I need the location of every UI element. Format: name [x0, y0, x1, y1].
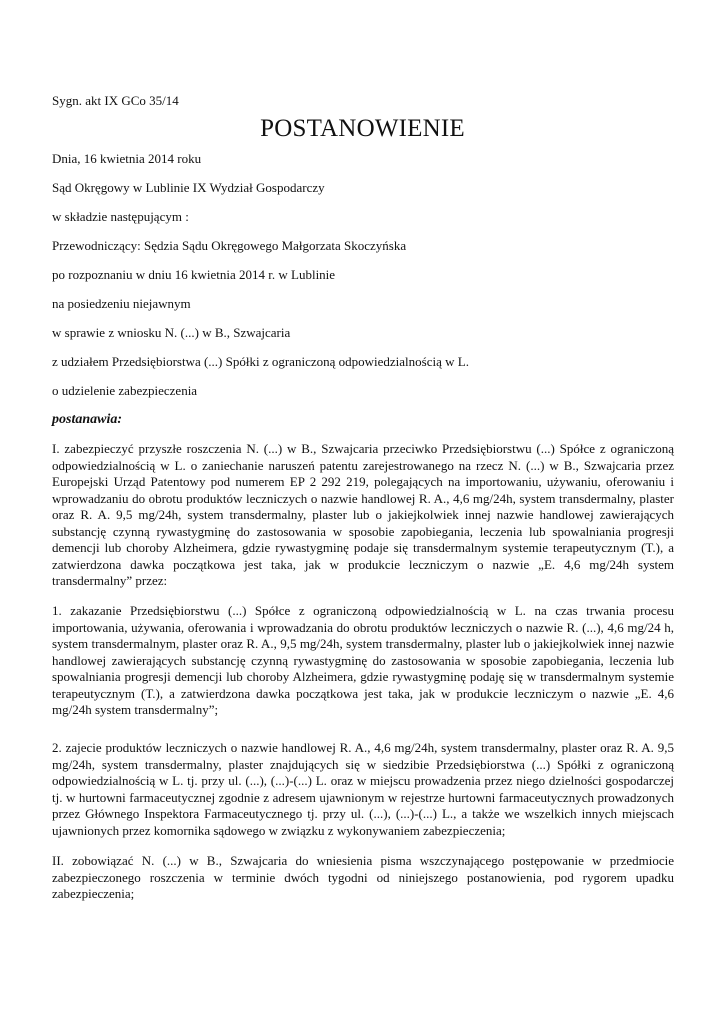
date-line: Dnia, 16 kwietnia 2014 roku	[52, 151, 202, 166]
paragraph-i: I. zabezpieczyć przyszłe roszczenia N. (...) w B., Szwajcaria przeciwko Przedsiębiorstwu (...) Spółce z ograniczoną odpowiedzialnością w L. o zaniechanie naruszeń patentu zarejestrowanego na rzecz N. (...) w B., Szwajcaria przez Europejski Urząd Patentowy pod numerem EP 2 292 219, polegających na importowaniu, używaniu, oferowaniu i wprowadzaniu do obrotu produktów leczniczych o nazwie handlowej R. A., 4,6 mg/24h, system transdermalny, plaster oraz R. A. 9,5 mg/24h, system transdermalny, plaster lub o jakiejkolwiek innej nazwie handlowej zawierających substancję czynną rywastygminę do zastosowania w sposobie zapobiegania, leczenia lub spowalniania progresji demencji lub choroby Alzheimera, gdzie rywastygminę podaje się transdermalnym systemie terapeutycznym (T.), a zatwierdzona dawka początkowa jest taka, jak w produkcie leczniczym o nazwie „E. 4,6 mg/24h system transdermalny” przez:	[52, 441, 674, 588]
document-title: POSTANOWIENIE	[260, 115, 465, 142]
case-line: w sprawie z wniosku N. (...) w B., Szwajcaria	[52, 325, 291, 340]
paragraph-ii: II. zobowiązać N. (...) w B., Szwajcaria do wniesienia pisma wszczynającego postępowanie w przedmiocie zabezpieczonego roszczenia w terminie dwóch tygodni od niniejszego postanowienia, pod rygorem upadku zabezpieczenia;	[52, 853, 674, 901]
paragraph-2: 2. zajecie produktów leczniczych o nazwie handlowej R. A., 4,6 mg/24h, system transdermalny, plaster oraz R. A. 9,5 mg/24h, system transdermalny, plaster znajdujących się w siedzibie Przedsiębiorstwa (...) Spółki z ograniczoną odpowiedzialnością w L. tj. przy ul. (...), (...)-(...) L. oraz w miejscu prowadzenia przez niego dzielności gospodarczej tj. w hurtowni farmaceutycznej zgodnie z adresem ujawnionym w rejestrze hurtowni farmaceutycznych prowadzonych przez Głównego Inspektora Farmaceutycznego tj. przy ul. (...), (...)-(...) L., a także we wszelkich innych miejscach ujawnionych przez komornika sądowego w związku z wykonywaniem zabezpieczenia;	[52, 740, 674, 838]
decision-label: postanawia:	[52, 412, 123, 427]
session-line: na posiedzeniu niejawnym	[52, 296, 191, 311]
paragraph-1: 1. zakazanie Przedsiębiorstwu (...) Spółce z ograniczoną odpowiedzialnością w L. na czas trwania procesu importowania, używania, oferowania i wprowadzania do obrotu produktów leczniczych o nazwie R. (...), 4,6 mg/24 h, system transdermalnym, plaster oraz R. A., 9,5 mg/24h, system transdermalny, plaster lub o jakiejkolwiek innej nazwie handlowej zawierających substancję czynną rywastygminę do zastosowania w sposobie zapobiegania, leczenia lub spowalniania progresji demencji lub choroby Alzheimera, gdzie rywastygminę podaję się w transdermalnym systemie terapeutycznym (T.), a zatwierdzona dawka początkowa jest taka, jak w produkcie leczniczym o nazwie „E. 4,6 mg/24h system transdermalny”;	[52, 603, 674, 717]
case-number: Sygn. akt IX GCo 35/14	[52, 93, 179, 108]
presiding-judge-line: Przewodniczący: Sędzia Sądu Okręgowego Małgorzata Skoczyńska	[52, 238, 407, 253]
hearing-line: po rozpoznaniu w dniu 16 kwietnia 2014 r. w Lublinie	[52, 267, 336, 282]
participation-line: z udziałem Przedsiębiorstwa (...) Spółki z ograniczoną odpowiedzialnością w L.	[52, 354, 469, 369]
subject-line: o udzielenie zabezpieczenia	[52, 383, 198, 398]
composition-line: w składzie następującym :	[52, 209, 189, 224]
court-line: Sąd Okręgowy w Lublinie IX Wydział Gospodarczy	[52, 180, 325, 195]
